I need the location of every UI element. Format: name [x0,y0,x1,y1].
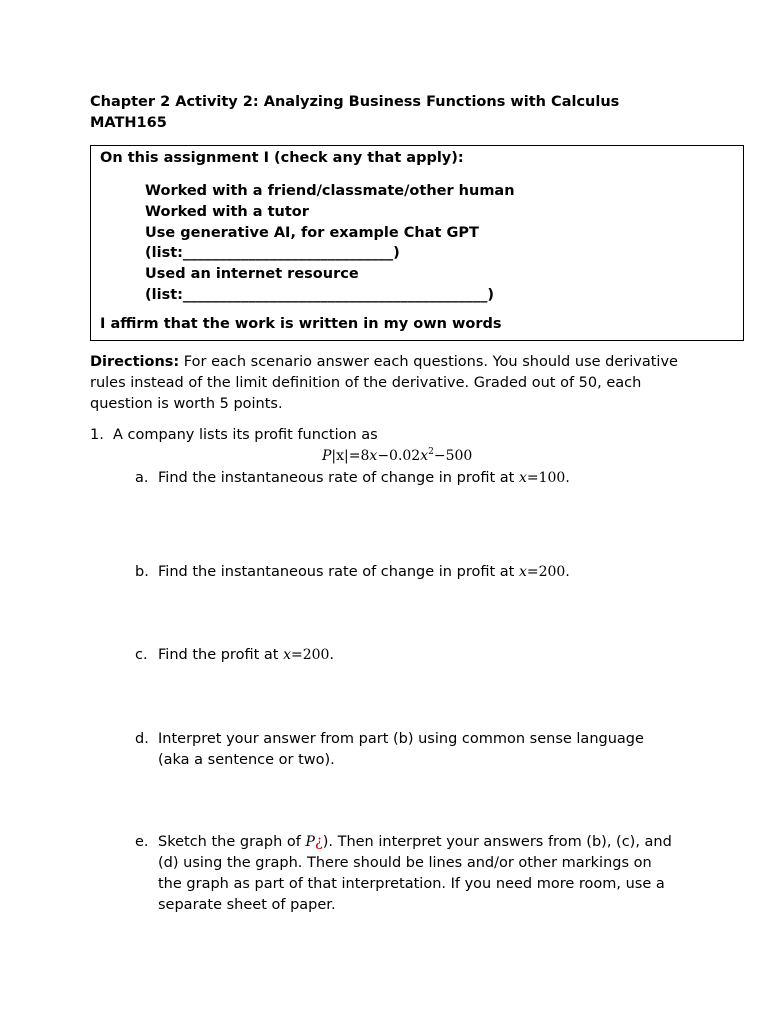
question-1c [135,645,695,666]
question-text: A company lists its profit function as [113,427,378,443]
part-text: Sketch the graph of [158,834,306,850]
profit-function-equation [322,447,472,464]
math-var: x [518,564,527,580]
math-var: P [305,834,315,850]
eq-var-x2: x [420,448,429,464]
math-var: x [283,647,291,663]
question-1e [135,832,675,916]
question-number: 1. [90,427,104,443]
page-title: Chapter 2 Activity 2: Analyzing Business Functions with Calculus [90,94,620,110]
eq-exponent: 2 [428,447,434,457]
part-letter: c. [135,647,148,663]
part-tail: . [565,470,570,486]
course-code: MATH165 [90,115,167,131]
part-letter: e. [135,834,149,850]
checklist-internet-list-blank: (list:__________________________________________) [145,286,495,303]
assignment-checklist-box [90,145,744,341]
part-tail: . [329,647,335,663]
eq-term-a: =8 [348,448,370,464]
affirmation-statement: I affirm that the work is written in my own words [100,316,502,332]
eq-var-p: P [322,448,332,464]
math-var: x [518,470,527,486]
checklist-item-ai: Use generative AI, for example Chat GPT [145,224,479,241]
part-letter: d. [135,731,149,747]
math-value: =100 [526,470,566,486]
part-text: Find the profit at [158,647,284,663]
checklist-item-internet: Used an internet resource [145,266,359,283]
checklist-ai-list-blank: (list:_____________________________) [145,245,400,262]
checklist-heading: On this assignment I (check any that apply): [100,150,464,166]
part-letter: b. [135,564,149,580]
part-text: Find the instantaneous rate of change in profit at [158,564,519,580]
question-1a [135,468,695,489]
part-text: Interpret your answer from part (b) using common sense language (aka a sentence or two). [158,731,644,768]
checklist-item-tutor: Worked with a tutor [145,203,309,220]
part-text: Find the instantaneous rate of change in profit at [158,470,519,486]
eq-term-b: −0.02 [377,448,421,464]
question-1 [90,425,378,446]
question-1b [135,562,695,583]
document-header [90,92,619,134]
math-value: =200 [290,647,330,663]
broken-glyph: ¿ [314,834,323,850]
eq-term-c: −500 [433,448,473,464]
question-1d [135,729,675,771]
part-letter: a. [135,470,149,486]
checklist-item-friend: Worked with a friend/classmate/other human [145,183,515,199]
directions-text: For each scenario answer each questions. You should use derivative rules instead of the limit definition of the derivative. Graded out of 50, each question is worth 5 points. [90,354,678,412]
part-tail: . [565,564,570,580]
directions-label: Directions: [90,354,180,370]
part-text-continued: ). Then interpret your answers from (b), (c), and (d) using the graph. There should be lines and/or other markings on the graph as part of that interpretation. If you need more room, use a separate sheet of paper. [158,834,672,913]
directions-paragraph [90,352,690,415]
eq-argument: |x| [331,448,349,464]
checklist-items [145,181,515,306]
math-value: =200 [526,564,566,580]
eq-var-x: x [369,448,378,464]
